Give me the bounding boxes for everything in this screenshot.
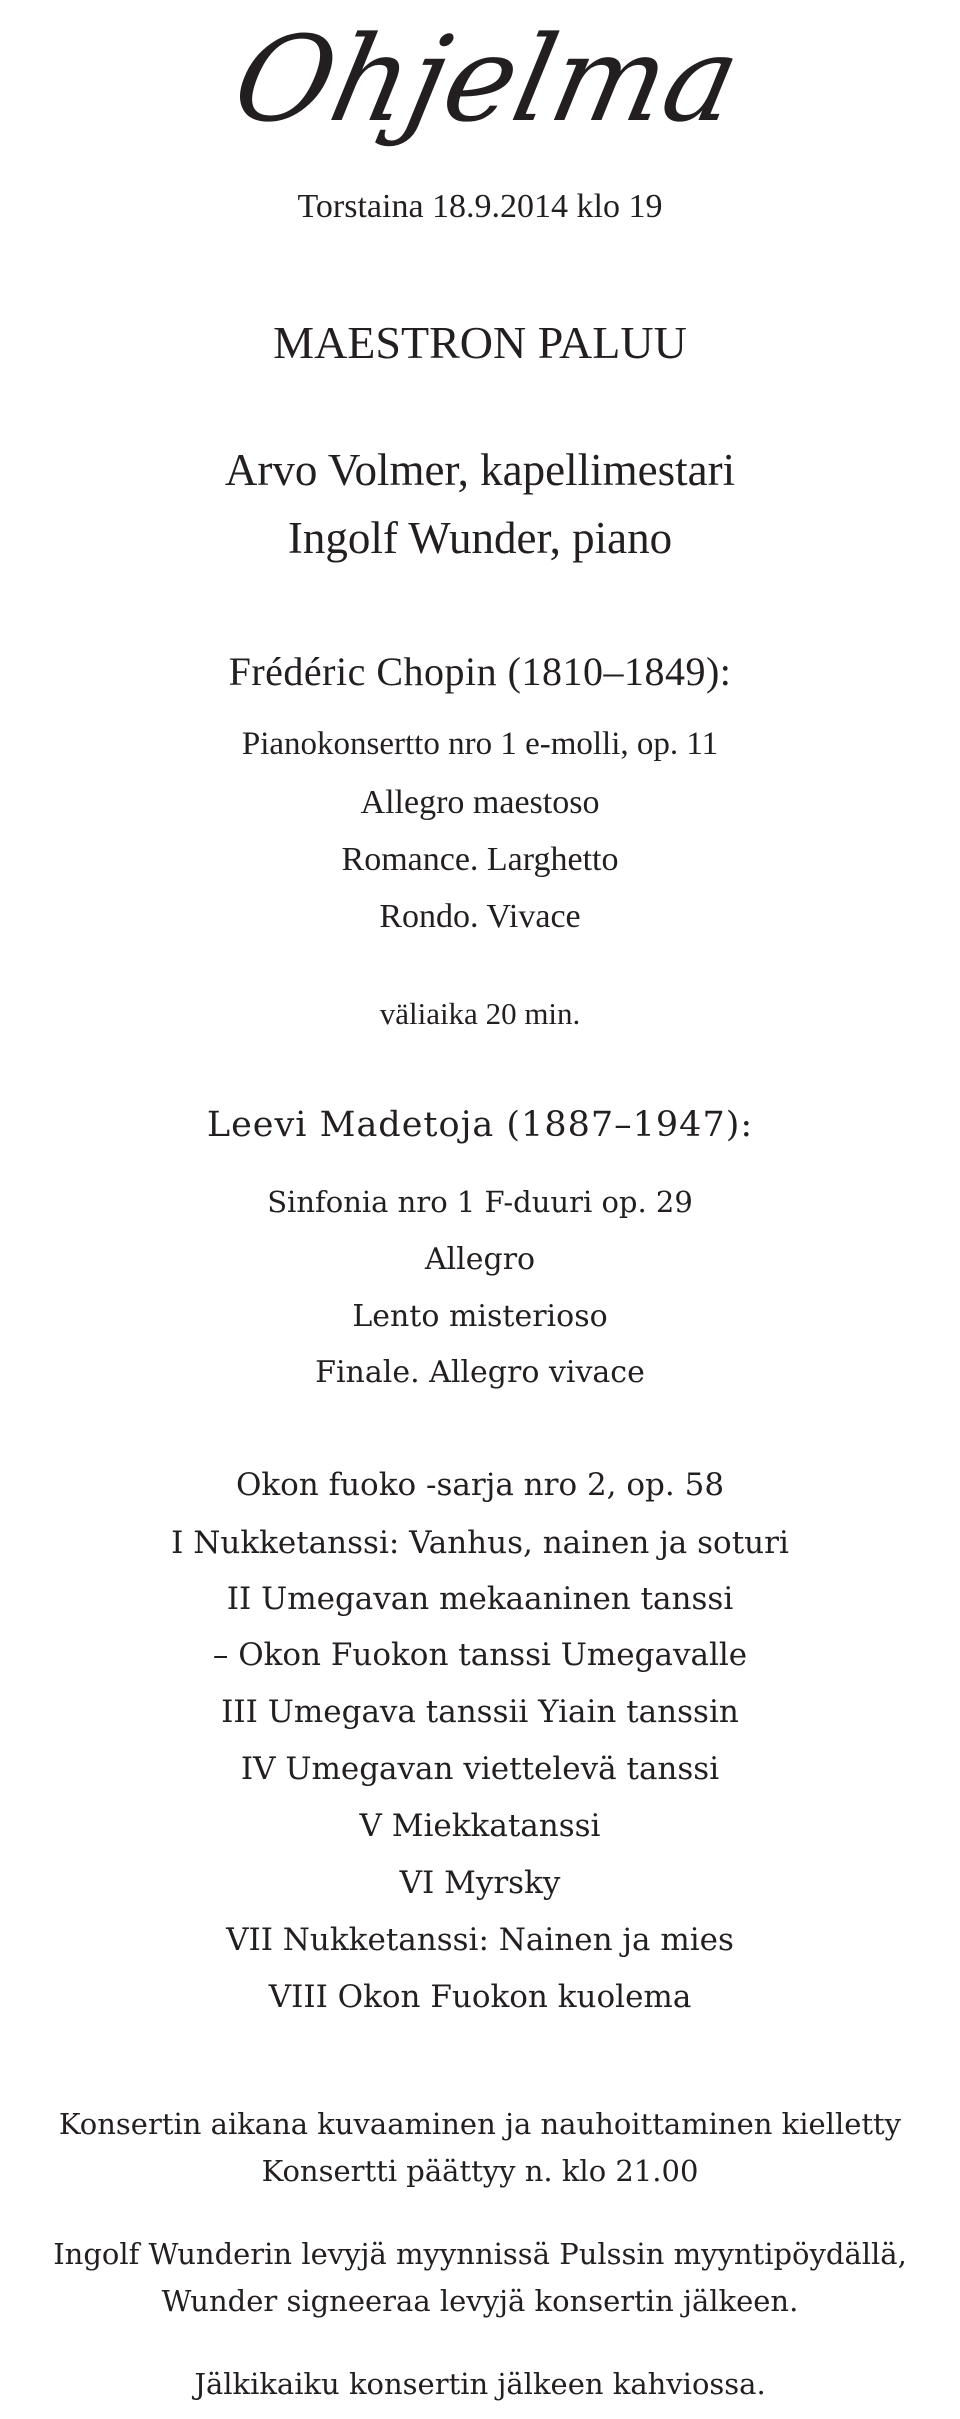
note-record-sales: Ingolf Wunderin levyjä myynnissä Pulssin myyntipöydällä, bbox=[53, 2237, 907, 2271]
note-no-recording: Konsertin aikana kuvaaminen ja nauhoittaminen kielletty bbox=[58, 2107, 902, 2141]
movement-item: VI Myrsky bbox=[399, 1865, 561, 1901]
program-title bbox=[0, 8, 960, 158]
intermission-note: väliaika 20 min. bbox=[379, 996, 581, 1031]
svg-text:Ohjelma: Ohjelma bbox=[222, 11, 751, 149]
movement-item: VII Nukketanssi: Nainen ja mies bbox=[226, 1922, 734, 1958]
movement-item: Allegro bbox=[424, 1242, 536, 1277]
work-chopin: Pianokonsertto nro 1 e-molli, op. 11 bbox=[241, 726, 719, 762]
performer-piano: Ingolf Wunder, piano bbox=[287, 513, 673, 563]
movement-item: IV Umegavan viettelevä tanssi bbox=[240, 1751, 720, 1787]
movement-item: Romance. Larghetto bbox=[341, 841, 619, 878]
work-okon-fuoko: Okon fuoko -sarja nro 2, op. 58 bbox=[235, 1467, 725, 1503]
movement-item: II Umegavan mekaaninen tanssi bbox=[226, 1581, 734, 1617]
note-signing: Wunder signeeraa levyjä konsertin jälkeen. bbox=[161, 2284, 799, 2318]
movement-item: III Umegava tanssii Yiain tanssin bbox=[221, 1694, 739, 1730]
composer-madetoja: Leevi Madetoja (1887–1947): bbox=[206, 1105, 754, 1145]
concert-title: MAESTRON PALUU bbox=[273, 317, 687, 368]
program-title-lettering bbox=[0, 8, 960, 158]
movement-item: Finale. Allegro vivace bbox=[315, 1355, 645, 1390]
work-madetoja: Sinfonia nro 1 F-duuri op. 29 bbox=[267, 1185, 693, 1219]
concert-date: Torstaina 18.9.2014 klo 19 bbox=[297, 188, 663, 225]
movement-item: – Okon Fuokon tanssi Umegavalle bbox=[212, 1637, 748, 1673]
note-afterglow: Jälkikaiku konsertin jälkeen kahviossa. bbox=[194, 2367, 766, 2401]
movement-item: V Miekkatanssi bbox=[359, 1808, 601, 1844]
composer-chopin: Frédéric Chopin (1810–1849): bbox=[228, 649, 732, 694]
movement-item: Lento misterioso bbox=[352, 1299, 608, 1334]
movement-item: I Nukketanssi: Vanhus, nainen ja soturi bbox=[171, 1525, 789, 1561]
note-end-time: Konsertti päättyy n. klo 21.00 bbox=[261, 2154, 699, 2188]
movement-item: VIII Okon Fuokon kuolema bbox=[268, 1979, 692, 2015]
movement-item: Rondo. Vivace bbox=[379, 898, 581, 935]
movement-item: Allegro maestoso bbox=[360, 784, 600, 821]
performer-conductor: Arvo Volmer, kapellimestari bbox=[224, 445, 736, 495]
